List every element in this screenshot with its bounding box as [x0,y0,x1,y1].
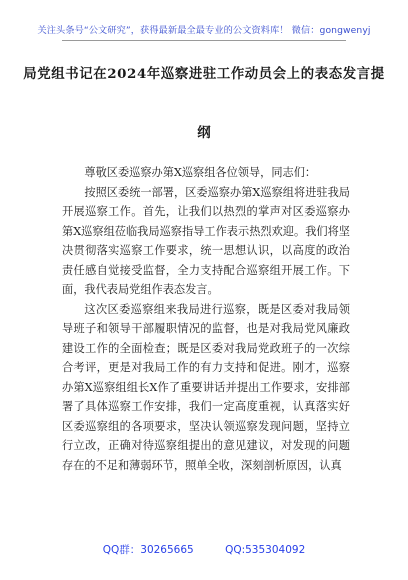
paragraph: 这次区委巡察组来我局进行巡察，既是区委对我局领导班子和领导干部履职情况的监督，也是对我局党风廉政建设工作的全面检查；既是区委对我局党政班子的一次综合考评，更是对我局工作的有力支持和促进。刚才，巡察办第X巡察组组长X作了重要讲话并提出工作要求，安排部署了具体巡察工作安排，我们一定高度重视，认真落实好区委巡察组的各项要求，坚决认领巡察发现问题，坚持立行立改，正确对待巡察组提出的意见建议，对发现的问题存在的不足和薄弱环节，照单全收，深刻剖析原因，认真 [62,302,350,472]
footer-qq-number: QQ:535304092 [225,544,306,556]
footer-qq-group: QQ群：30265665 [102,544,194,556]
paragraph: 按照区委统一部署，区委巡察办第X巡察组将进驻我局开展巡察工作。首先，让我们以热烈的掌声对区委巡察办第X巡察组莅临我局巡察指导工作表示热烈欢迎。我们将坚决贯彻落实巡察工作要求，统一思想认识，以高度的政治责任感自觉接受监督，全力支持配合巡察组开展工作。下面，我代表局党组作表态发言。 [62,185,350,296]
document-title: 局党组书记在2024年巡察进驻工作动员会上的表态发言提 [23,66,385,82]
header-divider [62,40,346,41]
document-body [62,163,350,475]
header-banner: 关注头条号“公文研究”，获得最新最全最专业的公文资料库！ 微信：gongwenyj [37,25,371,36]
salutation: 尊敬区委巡察办第X巡察组各位领导，同志们： [84,166,317,179]
footer-contact [0,542,408,557]
document-title-continuation: 纲 [197,125,211,141]
